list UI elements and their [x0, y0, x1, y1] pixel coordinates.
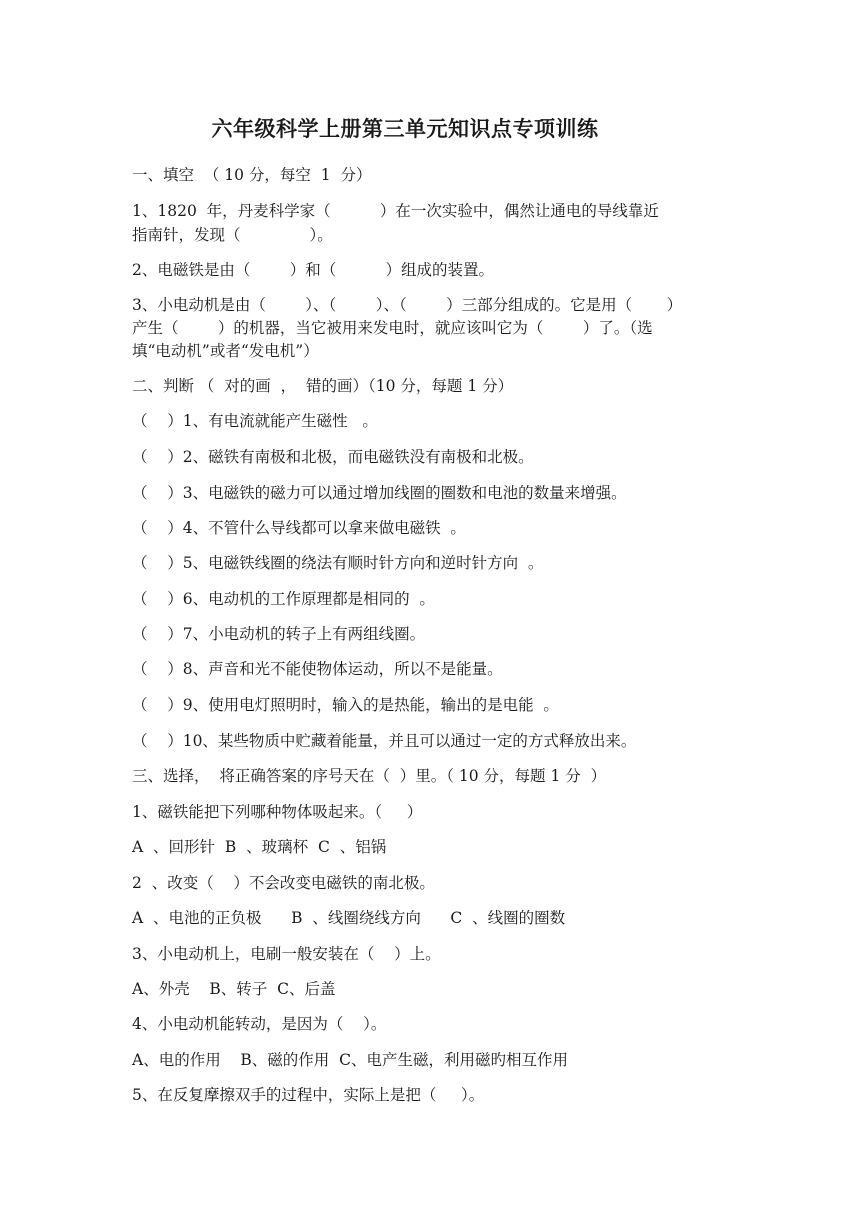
- s2-item: （ ）8、声音和光不能使物体运动，所以不是能量。: [132, 660, 503, 678]
- s2-item: （ ）1、有电流就能产生磁性 。: [132, 412, 378, 430]
- s1-q1-line2: 指南针，发现（ ）。: [132, 226, 333, 244]
- s2-item: （ ）4、不管什么导线都可以拿来做电磁铁 。: [132, 519, 466, 537]
- s2-item: （ ）3、电磁铁的磁力可以通过增加线圈的圈数和电池的数量来增强。: [132, 484, 627, 502]
- s3-item: 3、小电动机上，电刷一般安装在（ ）上。: [132, 945, 441, 963]
- s2-item: （ ）2、磁铁有南极和北极，而电磁铁没有南极和北极。: [132, 448, 534, 466]
- s3-item: A、电的作用 B、磁的作用 C、电产生磁，利用磁旳相互作用: [132, 1051, 569, 1069]
- page-title: 六年级科学上册第三单元知识点专项训练: [211, 117, 599, 141]
- s3-item: 1、磁铁能把下列哪种物体吸起来。（ ）: [132, 803, 423, 821]
- s3-item: 5、在反复摩擦双手的过程中，实际上是把（ ）。: [132, 1086, 485, 1104]
- s3-item: 4、小电动机能转动，是因为（ ）。: [132, 1015, 387, 1033]
- s1-q1-line1: 1、1820 年，丹麦科学家（ ）在一次实验中，偶然让通电的导线靠近: [132, 202, 659, 220]
- s2-item: （ ）9、使用电灯照明时，输入的是热能，输出的是电能 。: [132, 696, 559, 714]
- s3-item: A、外壳 B、转子 C、后盖: [132, 980, 336, 998]
- s2-item: （ ）7、小电动机的转子上有两组线圈。: [132, 625, 426, 643]
- s3-item: A 、回形针 B 、玻璃杯 C 、铝锅: [132, 838, 387, 856]
- s3-item: A 、电池的正负极 B 、线圈绕线方向 C 、线圈的圈数: [132, 909, 566, 927]
- s3-item: 2 、改变（ ）不会改变电磁铁的南北极。: [132, 874, 435, 892]
- s1-q3-line3: 填“电动机”或者“发电机”）: [132, 342, 319, 360]
- section2-heading: 二、判断 （ 对的画 ， 错的画）（10 分，每题 1 分）: [132, 377, 514, 395]
- s2-item: （ ）10、某些物质中贮藏着能量，并且可以通过一定的方式释放出来。: [132, 732, 637, 750]
- s1-q3-line1: 3、小电动机是由（ ）、（ ）、（ ）三部分组成的。它是用（ ）: [132, 296, 683, 314]
- s2-item: （ ）6、电动机的工作原理都是相同的 。: [132, 590, 435, 608]
- s1-q3-line2: 产生（ ）的机器，当它被用来发电时，就应该叫它为（ ）了。（选: [132, 319, 653, 337]
- section3-heading: 三、选择， 将正确答案的序号天在（ ）里。（ 10 分，每题 1 分 ）: [132, 767, 607, 785]
- s2-item: （ ）5、电磁铁线圈的绕法有顺时针方向和逆时针方向 。: [132, 554, 544, 572]
- section1-heading: 一、填空 （ 10 分，每空 1 分）: [132, 166, 372, 184]
- s1-q2: 2、电磁铁是由（ ）和（ ）组成的装置。: [132, 261, 495, 279]
